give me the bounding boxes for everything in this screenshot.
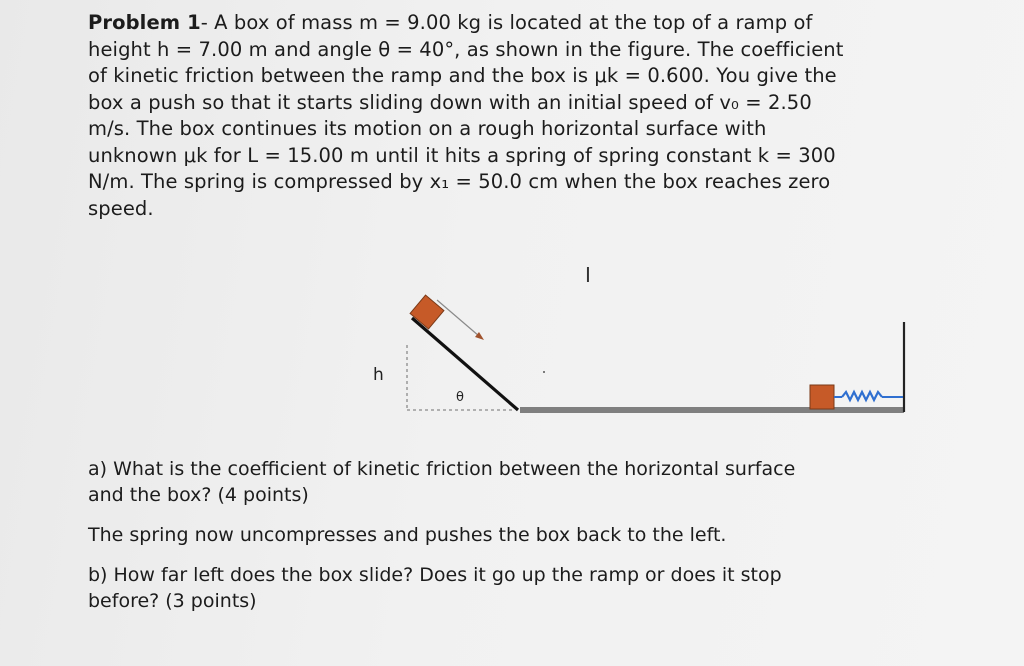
velocity-arrow-line bbox=[437, 300, 479, 336]
problem-line-8: speed. bbox=[88, 196, 154, 220]
height-label: h bbox=[373, 365, 384, 385]
problem-text-1: - A box of mass m = 9.00 kg is located at the top of a ramp of bbox=[200, 11, 813, 34]
text-cursor-icon: I bbox=[585, 263, 591, 287]
angle-label: θ bbox=[456, 390, 464, 405]
spring bbox=[834, 392, 903, 400]
ramp bbox=[412, 318, 518, 410]
spring-note bbox=[88, 522, 968, 548]
problem-line-7: N/m. The spring is compressed by x₁ = 50.0 cm when the box reaches zero bbox=[88, 170, 831, 193]
question-a-line-2: and the box? (4 points) bbox=[88, 484, 309, 506]
question-b bbox=[88, 562, 968, 614]
problem-line-3: of kinetic friction between the ramp and the box is μk = 0.600. You give the bbox=[88, 64, 837, 87]
problem-line-6: unknown μk for L = 15.00 m until it hits a spring of spring constant k = 300 bbox=[88, 143, 836, 167]
box-on-ramp bbox=[410, 295, 444, 329]
problem-line-5: m/s. The box continues its motion on a rough horizontal surface with bbox=[88, 117, 767, 140]
question-b-line-2: before? (3 points) bbox=[88, 590, 257, 612]
questions bbox=[88, 456, 968, 614]
question-a-line-1: a) What is the coefficient of kinetic friction between the horizontal surface bbox=[88, 458, 796, 480]
problem-line-4: box a push so that it starts sliding down with an initial speed of v₀ = 2.50 bbox=[88, 90, 812, 114]
spring-note-text: The spring now uncompresses and pushes the box back to the left. bbox=[88, 524, 727, 546]
speck-mark bbox=[543, 371, 545, 373]
problem-line-2: height h = 7.00 m and angle θ = 40°, as shown in the figure. The coefficient bbox=[88, 37, 844, 61]
box-at-spring bbox=[810, 385, 834, 409]
question-b-line-1: b) How far left does the box slide? Does it go up the ramp or does it stop bbox=[88, 564, 782, 586]
problem-title: Problem 1 bbox=[88, 11, 201, 34]
question-a bbox=[88, 456, 968, 508]
